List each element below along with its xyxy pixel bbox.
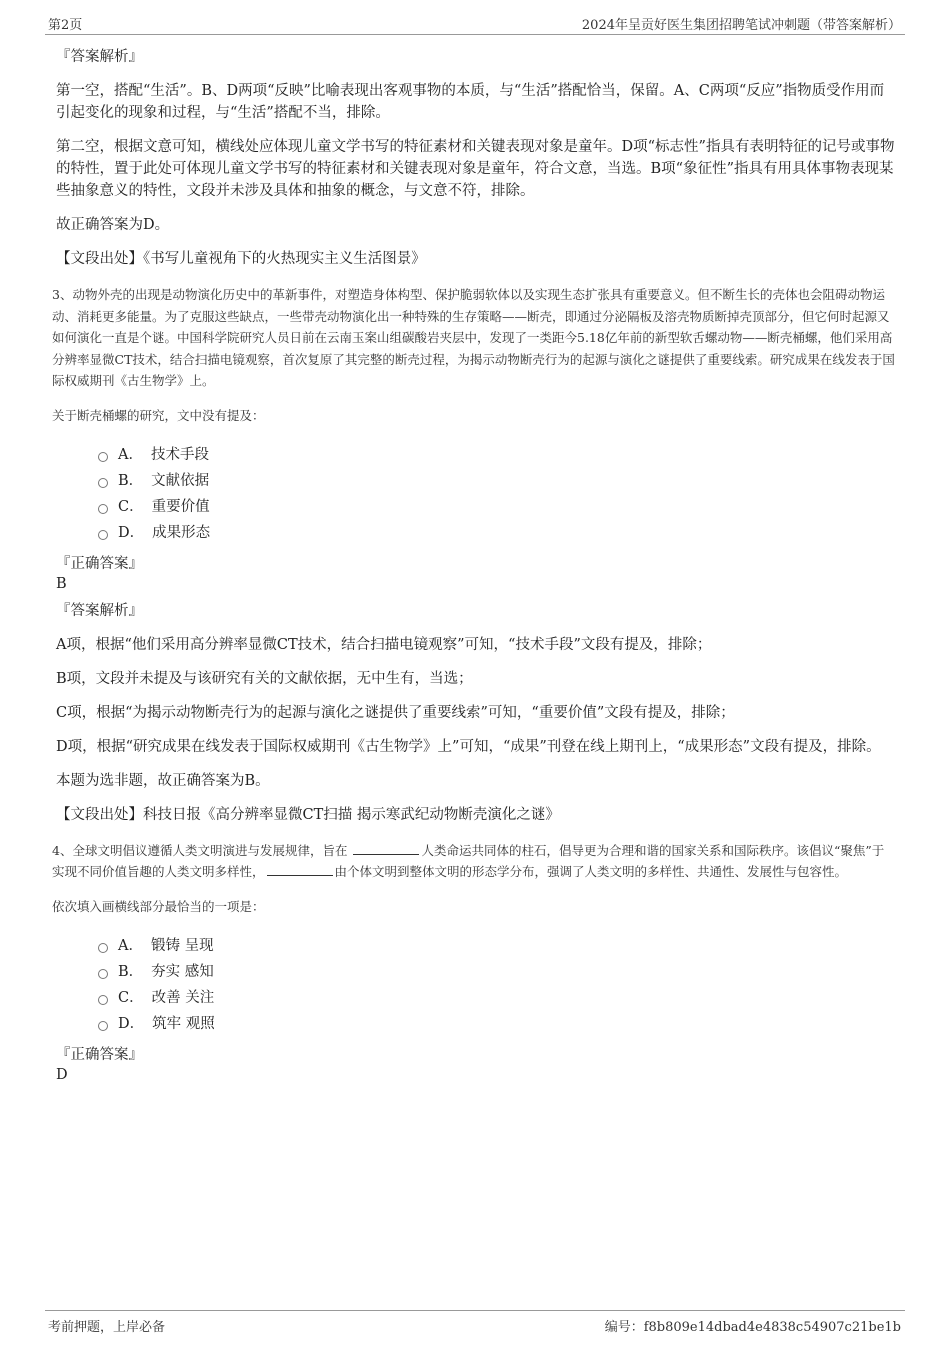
- q3-conclusion: 本题为选非题，故正确答案为B。: [56, 772, 270, 789]
- q4-option-d[interactable]: D． 筑牢 观照: [98, 1011, 895, 1037]
- q4-prompt: 依次填入画横线部分最恰当的一项是：: [52, 898, 265, 914]
- radio-icon[interactable]: [98, 452, 108, 462]
- q3-text: 3、动物外壳的出现是动物演化历史中的革新事件，对塑造身体构型、保护脆弱软体以及实现生态扩张具有重要意义。但不断生长的壳体也会阻碍动物运动、消耗更多能量。为了克服这些缺点，一些带壳动物演化出一种特殊的生存策略——断壳，即通过分泌隔板及溶壳物质断掉壳顶部分，但它何时起源又如何演化一直是个谜。中国科学院研究人员日前在云南玉案山组碳酸岩夹层中，发现了一类距今5.18亿年前的新型软舌螺动物——断壳桶螺，他们采用高分辨率显微CT技术，结合扫描电镜观察，首次复原了其完整的断壳过程，为揭示动物断壳行为的起源与演化之谜提供了重要线索。研究成果在线发表于国际权威期刊《古生物学》上。: [52, 287, 895, 388]
- q3-option-a[interactable]: A． 技术手段: [98, 442, 895, 468]
- page-content: [52, 46, 895, 1091]
- q3-analysis-b: B项，文段并未提及与该研究有关的文献依据，无中生有，当选；: [56, 670, 473, 687]
- q2-conclusion: 故正确答案为D。: [56, 217, 170, 233]
- radio-icon[interactable]: [98, 995, 108, 1005]
- q3-options: [98, 442, 895, 546]
- q4-answer-tag: 『正确答案』: [56, 1046, 143, 1063]
- q3-analysis-d: D项，根据“研究成果在线发表于国际权威期刊《古生物学》上”可知，“成果”刊登在线上期刊上，“成果形态”文段有提及，排除。: [56, 738, 881, 755]
- q3-source: 【文段出处】科技日报《高分辨率显微CT扫描 揭示寒武纪动物断壳演化之谜》: [56, 806, 560, 823]
- radio-icon[interactable]: [98, 1021, 108, 1031]
- q2-analysis-paragraph-2: 第二空，根据文意可知，横线处应体现儿童文学书写的特征素材和关键表现对象是童年。D项“标志性”指具有表明特征的记号或事物的特性，置于此处可体现儿童文学书写的特征素材和关键表现对象是童年，符合文意，当选。B项“象征性”指具有用具体事物表现某些抽象意义的特性，文段并未涉及具体和抽象的概念，与文意不符，排除。: [56, 139, 895, 199]
- q3-analysis-a: A项，根据“他们采用高分辨率显微CT技术，结合扫描电镜观察”可知，“技术手段”文段有提及，排除；: [56, 636, 712, 653]
- page-header: [45, 12, 905, 35]
- q3-analysis-c: C项，根据“为揭示动物断壳行为的起源与演化之谜提供了重要线索”可知，“重要价值”文段有提及，排除；: [56, 704, 735, 721]
- q2-source: 【文段出处】《书写儿童视角下的火热现实主义生活图景》: [56, 251, 426, 267]
- document-id: 编号：f8b809e14dbad4e4838c54907c21be1b: [604, 1320, 901, 1335]
- q3-option-d[interactable]: D． 成果形态: [98, 520, 895, 546]
- page-number: 第2页: [48, 18, 83, 33]
- q3-answer: B: [56, 575, 67, 592]
- q4-answer: D: [56, 1066, 68, 1083]
- document-title: 2024年呈贡好医生集团招聘笔试冲刺题（带答案解析）: [581, 18, 901, 33]
- q3-option-b[interactable]: B． 文献依据: [98, 468, 895, 494]
- blank-line: [267, 863, 333, 876]
- radio-icon[interactable]: [98, 530, 108, 540]
- footer-slogan: 考前押题，上岸必备: [48, 1320, 166, 1335]
- radio-icon[interactable]: [98, 969, 108, 979]
- radio-icon[interactable]: [98, 943, 108, 953]
- radio-icon[interactable]: [98, 504, 108, 514]
- q4-option-b[interactable]: B． 夯实 感知: [98, 959, 895, 985]
- q3-prompt: 关于断壳桶螺的研究，文中没有提及：: [52, 407, 265, 423]
- radio-icon[interactable]: [98, 478, 108, 488]
- q2-analysis-tag: 『答案解析』: [56, 49, 143, 65]
- q4-text: 4、全球文明倡议遵循人类文明演进与发展规律，旨在 人类命运共同体的柱石，倡导更为合理和谐的国家关系和国际秩序。该倡议“聚焦”于实现不同价值旨趣的人类文明多样性， 由个体文明到整体文明的形态学分布，强调了人类文明的多样性、共通性、发展性与包容性。: [52, 842, 885, 879]
- q3-option-c[interactable]: C． 重要价值: [98, 494, 895, 520]
- q4-option-c[interactable]: C． 改善 关注: [98, 985, 895, 1011]
- q2-analysis-paragraph-1: 第一空，搭配“生活”。B、D两项“反映”比喻表现出客观事物的本质，与“生活”搭配恰当，保留。A、C两项“反应”指物质受作用而引起变化的现象和过程，与“生活”搭配不当，排除。: [56, 83, 885, 121]
- q4-option-a[interactable]: A． 锻铸 呈现: [98, 933, 895, 959]
- page-footer: [45, 1310, 905, 1337]
- q3-analysis-tag: 『答案解析』: [56, 602, 143, 619]
- q4-options: [98, 933, 895, 1037]
- blank-line: [353, 842, 419, 855]
- q3-answer-tag: 『正确答案』: [56, 555, 143, 572]
